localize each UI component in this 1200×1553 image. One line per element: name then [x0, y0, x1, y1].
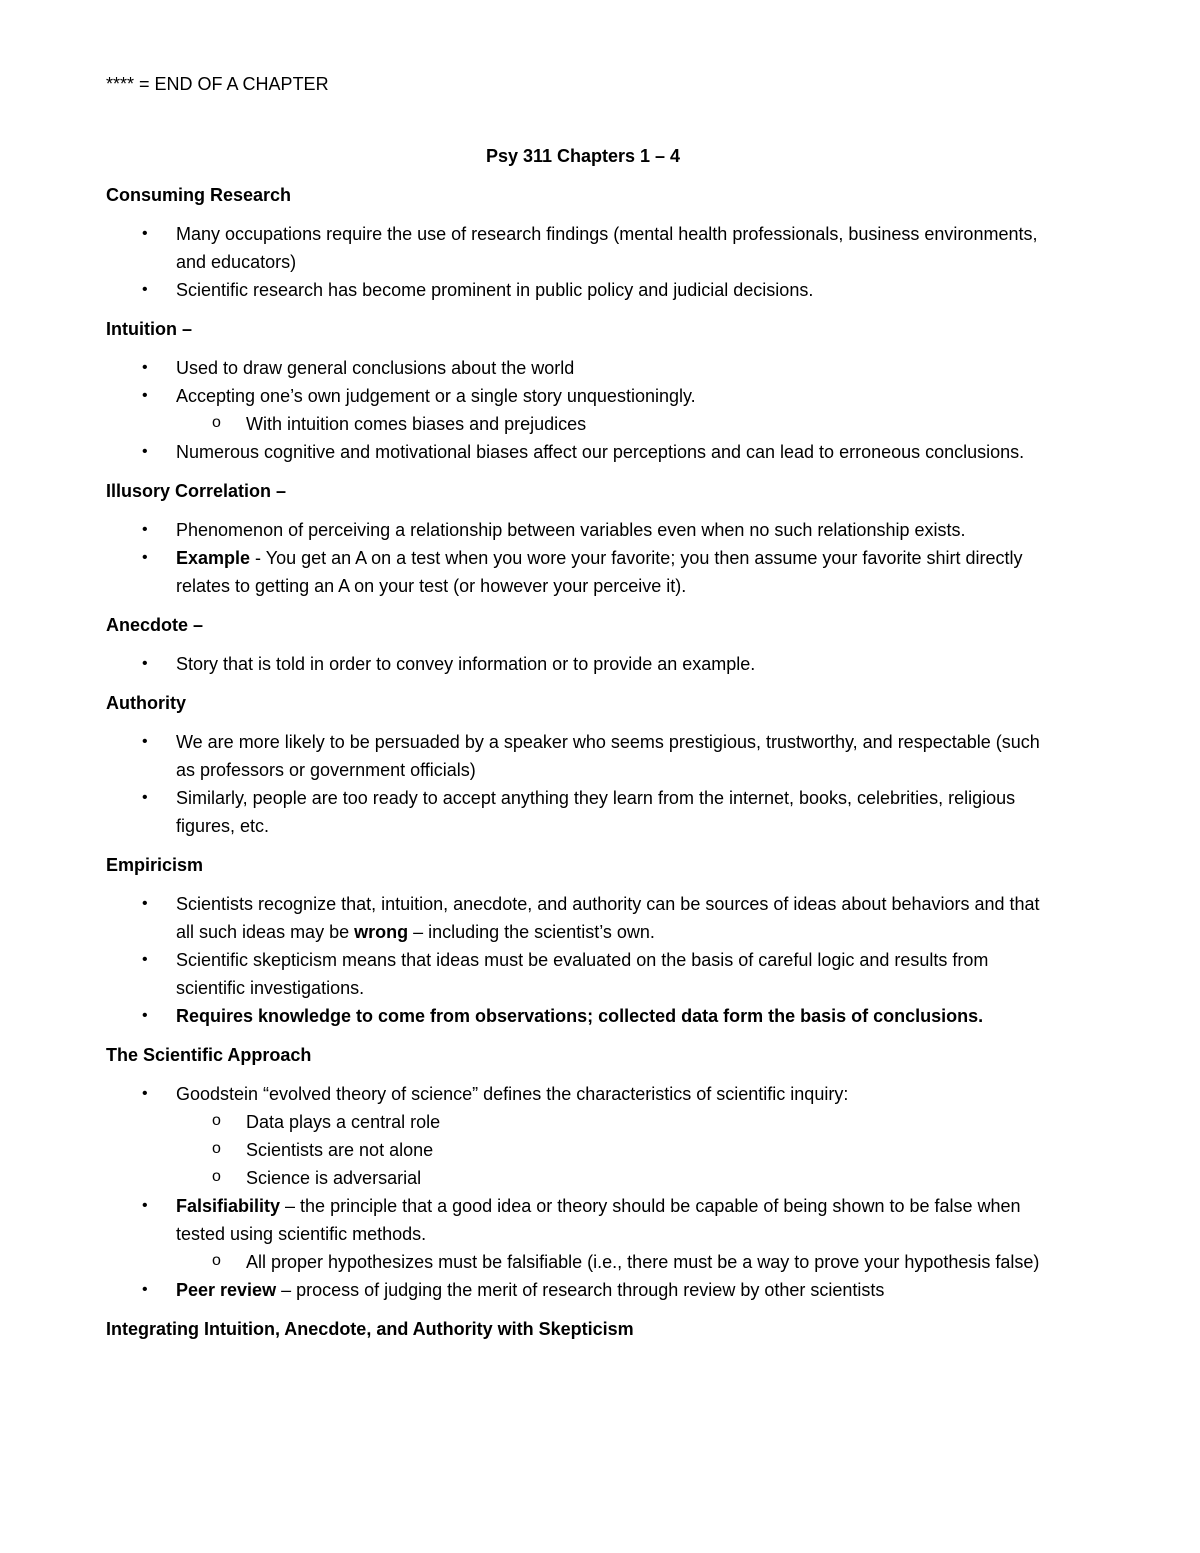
section-consuming-research — [106, 181, 1060, 304]
list-item — [106, 1002, 1060, 1030]
section-integrating — [106, 1315, 1060, 1343]
list-item: • Falsifiability – the principle that a good idea or theory should be capable of being shown to be false when tested using scientific methods. o All proper hypothesizes must be falsifiable (i.e., there must be a way to prove your hypothesis false) — [106, 1192, 1060, 1276]
sub-list-item: o Scientists are not alone — [176, 1136, 1060, 1164]
section-illusory-correlation — [106, 477, 1060, 600]
bullet-marker: • — [142, 655, 148, 672]
bullet-marker: • — [142, 951, 148, 968]
term-label: Peer review — [176, 1280, 277, 1300]
emphasis-text: Requires knowledge to come from observations; collected data form the basis of conclusions. — [176, 1006, 984, 1026]
list-item: • Many occupations require the use of research findings (mental health professionals, business environments, and educators) — [106, 220, 1060, 276]
bullet-marker: • — [142, 1197, 148, 1214]
term-label: Example — [176, 548, 251, 568]
bullet-marker: • — [142, 1085, 148, 1102]
sub-list-item: o Data plays a central role — [176, 1108, 1060, 1136]
section-heading: Integrating Intuition, Anecdote, and Authority with Skepticism — [106, 1319, 634, 1339]
list-item: • Peer review – process of judging the merit of research through review by other scientists — [106, 1276, 1060, 1304]
bullet-marker: • — [142, 895, 148, 912]
sub-list — [176, 1108, 1060, 1192]
term-label: Falsifiability — [176, 1196, 281, 1216]
list-item: • Story that is told in order to convey information or to provide an example. — [106, 650, 1060, 678]
bullet-list — [106, 1080, 1060, 1304]
list-item: • Scientists recognize that, intuition, anecdote, and authority can be sources of ideas about behaviors and that all such ideas may be wrong – including the scientist’s own. — [106, 890, 1060, 946]
sub-list — [176, 1248, 1060, 1276]
sub-list-item: o With intuition comes biases and prejudices — [176, 410, 1060, 438]
bullet-list — [106, 650, 1060, 678]
sub-list-item: o Science is adversarial — [176, 1164, 1060, 1192]
chapter-end-note: **** = END OF A CHAPTER — [106, 74, 329, 94]
list-item: • Similarly, people are too ready to accept anything they learn from the internet, books, celebrities, religious figures, etc. — [106, 784, 1060, 840]
document-title: Psy 311 Chapters 1 – 4 — [485, 146, 681, 166]
bullet-marker: • — [142, 1007, 148, 1024]
bullet-list — [106, 890, 1060, 1030]
section-heading: Authority — [106, 693, 186, 713]
sub-bullet-marker: o — [212, 1112, 221, 1129]
sub-list — [176, 410, 1060, 438]
list-item: • We are more likely to be persuaded by a speaker who seems prestigious, trustworthy, and respectable (such as professors or government officials) — [106, 728, 1060, 784]
list-item: • Example - You get an A on a test when you wore your favorite; you then assume your favorite shirt directly relates to getting an A on your test (or however your perceive it). — [106, 544, 1060, 600]
bullet-marker: • — [142, 359, 148, 376]
section-heading: Empiricism — [106, 855, 204, 875]
list-item: • Used to draw general conclusions about the world — [106, 354, 1060, 382]
bullet-marker: • — [142, 387, 148, 404]
bullet-list — [106, 728, 1060, 840]
sub-bullet-marker: o — [212, 1168, 221, 1185]
sub-bullet-marker: o — [212, 1252, 221, 1269]
emphasis-text: wrong — [354, 922, 409, 942]
list-item: • Accepting one’s own judgement or a single story unquestioningly. o With intuition comes biases and prejudices — [106, 382, 1060, 438]
sub-bullet-marker: o — [212, 414, 221, 431]
section-heading: Intuition – — [106, 319, 192, 339]
sub-list-item: o All proper hypothesizes must be falsifiable (i.e., there must be a way to prove your hypothesis false) — [176, 1248, 1060, 1276]
section-authority — [106, 689, 1060, 840]
bullet-marker: • — [142, 443, 148, 460]
bullet-marker: • — [142, 521, 148, 538]
bullet-marker: • — [142, 549, 148, 566]
list-item: • Numerous cognitive and motivational biases affect our perceptions and can lead to erroneous conclusions. — [106, 438, 1060, 466]
bullet-list — [106, 220, 1060, 304]
bullet-marker: • — [142, 1281, 148, 1298]
section-empiricism — [106, 851, 1060, 1030]
section-heading: Anecdote – — [106, 615, 204, 635]
sub-bullet-marker: o — [212, 1140, 221, 1157]
section-heading: Consuming Research — [106, 185, 292, 205]
list-item: • Scientific skepticism means that ideas must be evaluated on the basis of careful logic and results from scientific investigations. — [106, 946, 1060, 1002]
section-heading: The Scientific Approach — [106, 1045, 312, 1065]
section-heading: Illusory Correlation – — [106, 481, 287, 501]
list-item: • Phenomenon of perceiving a relationship between variables even when no such relationship exists. — [106, 516, 1060, 544]
bullet-list — [106, 516, 1060, 600]
list-item: • Goodstein “evolved theory of science” defines the characteristics of scientific inquiry: o Data plays a central role o Scientists are not alone o Science is adversarial — [106, 1080, 1060, 1192]
section-anecdote — [106, 611, 1060, 678]
bullet-marker: • — [142, 789, 148, 806]
bullet-marker: • — [142, 281, 148, 298]
bullet-list — [106, 354, 1060, 466]
bullet-marker: • — [142, 225, 148, 242]
bullet-marker: • — [142, 733, 148, 750]
section-intuition — [106, 315, 1060, 466]
section-scientific-approach — [106, 1041, 1060, 1304]
list-item: • Scientific research has become prominent in public policy and judicial decisions. — [106, 276, 1060, 304]
